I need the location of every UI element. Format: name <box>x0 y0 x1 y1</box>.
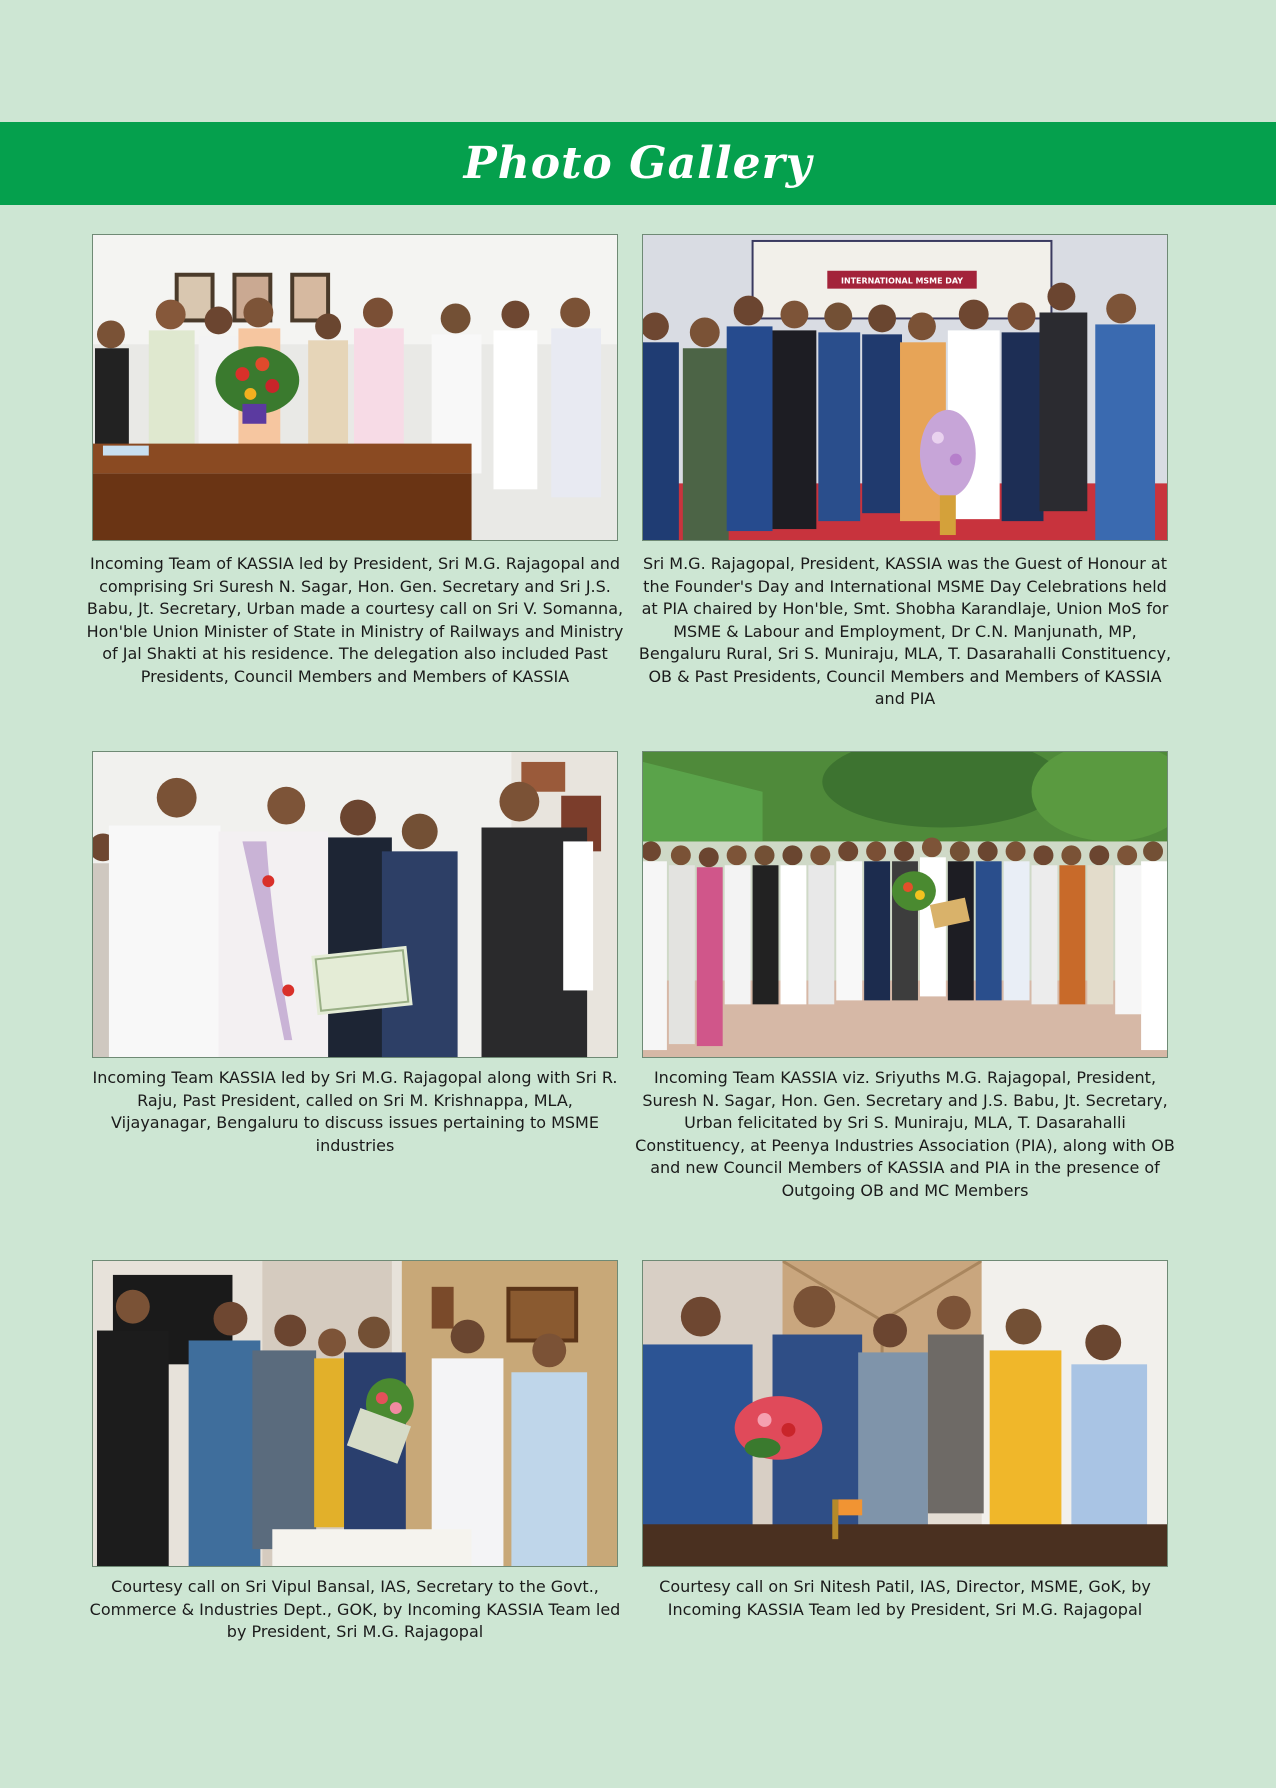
title-banner <box>0 122 1276 205</box>
photo-illustration <box>643 752 1167 1057</box>
photo-illustration <box>93 1261 617 1566</box>
photo-caption-3: Incoming Team KASSIA led by Sri M.G. Rajagopal along with Sri R. Raju, Past President, called on Sri M. Krishnappa, MLA, Vijayanagar, Bengaluru to discuss issues pertaining to MSME industries <box>92 1068 618 1155</box>
backdrop-text: INTERNATIONAL MSME DAY <box>840 276 964 286</box>
photo-caption-2: Sri M.G. Rajagopal, President, KASSIA was the Guest of Honour at the Founder's Day and International MSME Day Celebrations held at PIA chaired by Hon'ble, Smt. Shobha Karandlaje, Union MoS for MSME & Labour and Employment, Dr C.N. Manjunath, MP, Bengaluru Rural, Sri S. Muniraju, MLA, T. Dasarahalli Constituency, OB & Past Presidents, Council Members and Members of KASSIA and PIA <box>638 554 1172 708</box>
gallery-photo-3 <box>92 751 618 1058</box>
photo-caption-6: Courtesy call on Sri Nitesh Patil, IAS, Director, MSME, GoK, by Incoming KASSIA Team led by President, Sri M.G. Rajagopal <box>659 1577 1151 1619</box>
photo-caption-5: Courtesy call on Sri Vipul Bansal, IAS, Secretary to the Govt., Commerce & Industries Dept., GOK, by Incoming KASSIA Team led by President, Sri M.G. Rajagopal <box>89 1577 621 1641</box>
gallery-photo-2 <box>642 234 1168 541</box>
photo-caption-4: Incoming Team KASSIA viz. Sriyuths M.G. Rajagopal, President, Suresh N. Sagar, Hon. Gen. Secretary and J.S. Babu, Jt. Secretary, Urban felicitated by Sri S. Muniraju, MLA, T. Dasarahalli Constituency, at Peenya Industries Association (PIA), along with OB and new Council Members of KASSIA and PIA in the presence of Outgoing OB and MC Members <box>635 1068 1175 1200</box>
photo-illustration <box>643 1261 1167 1566</box>
gallery-photo-1 <box>92 234 618 541</box>
photo-illustration <box>93 752 617 1057</box>
photo-caption-1: Incoming Team of KASSIA led by President, Sri M.G. Rajagopal and comprising Sri Suresh N. Sagar, Hon. Gen. Secretary and Sri J.S. Babu, Jt. Secretary, Urban made a courtesy call on Sri V. Somanna, Hon'ble Union Minister of State in Ministry of Railways and Ministry of Jal Shakti at his residence. The delegation also included Past Presidents, Council Members and Members of KASSIA <box>86 554 624 686</box>
gallery-photo-6 <box>642 1260 1168 1567</box>
page-title: Photo Gallery <box>463 138 813 189</box>
gallery-photo-4 <box>642 751 1168 1058</box>
gallery-photo-5 <box>92 1260 618 1567</box>
photo-illustration <box>93 235 617 540</box>
photo-illustration <box>643 235 1167 540</box>
